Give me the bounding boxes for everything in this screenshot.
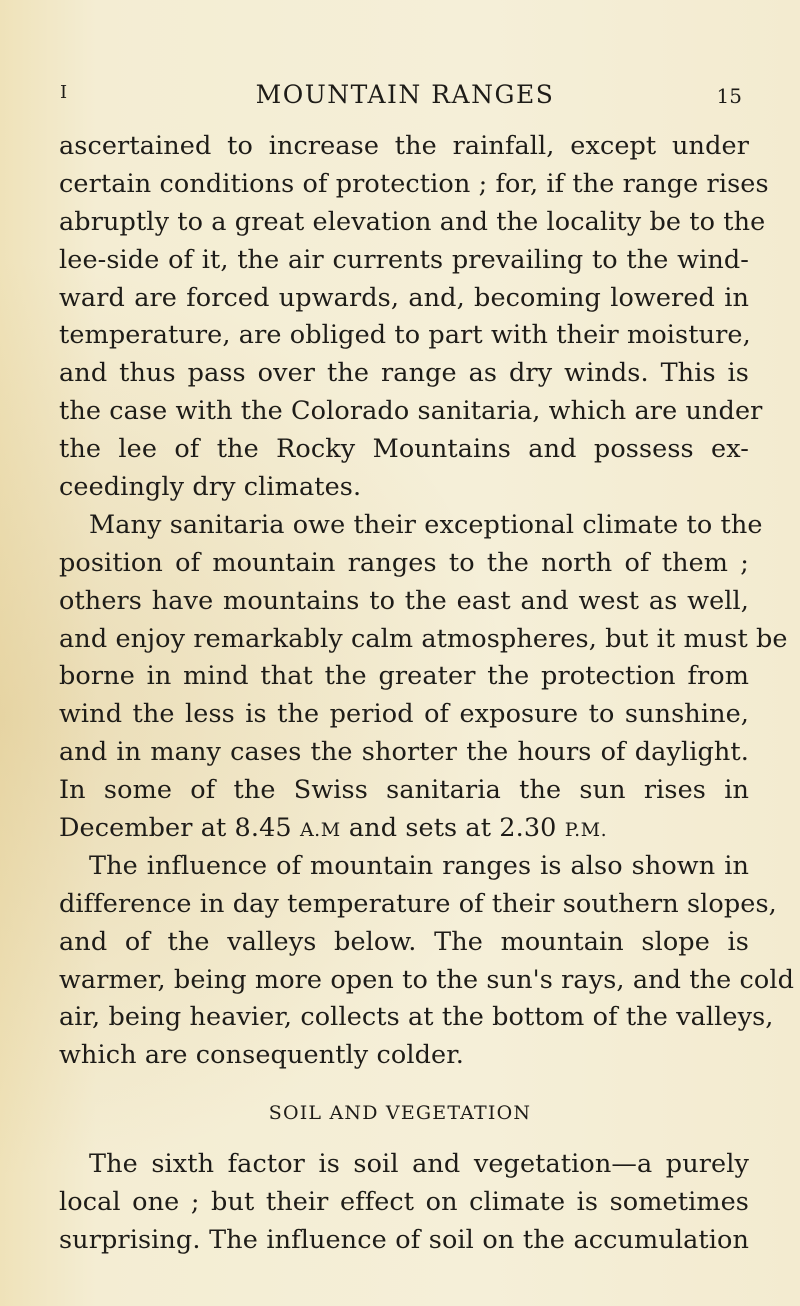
running-head xyxy=(60,80,750,112)
chapter-number: I xyxy=(60,82,68,103)
text-line: The sixth factor is soil and vegetation—a purely xyxy=(89,1149,749,1179)
text-line: others have mountains to the east and west as well, xyxy=(59,585,749,616)
text-line: wind the less is the period of exposure to sunshine, xyxy=(59,699,749,730)
time-pm: P.M. xyxy=(564,819,608,842)
text-line: position of mountain ranges to the north of them ; xyxy=(59,547,749,578)
running-title: MOUNTAIN RANGES xyxy=(255,80,555,109)
text-line xyxy=(59,810,749,848)
text-line: the lee of the Rocky Mountains and possess ex- xyxy=(59,434,749,465)
time-am: A.M xyxy=(299,819,341,842)
section-heading: SOIL AND VEGETATION xyxy=(268,1102,532,1124)
text-line: which are consequently colder. xyxy=(59,1040,464,1071)
text-line: the case with the Colorado sanitaria, which are under xyxy=(59,396,763,427)
text-line: and enjoy remarkably calm atmospheres, but it must be xyxy=(59,623,788,654)
text-line: and thus pass over the range as dry winds. This is xyxy=(59,358,749,389)
text-span: December at 8.45 xyxy=(59,813,300,844)
text-line: certain conditions of protection ; for, if the range rises xyxy=(59,168,769,199)
text-line: abruptly to a great elevation and the locality be to the xyxy=(59,206,766,237)
text-line: surprising. The influence of soil on the accumulation xyxy=(59,1224,749,1255)
text-line: The influence of mountain ranges is also shown in xyxy=(89,850,749,881)
text-line: ascertained to increase the rainfall, except under xyxy=(59,131,749,161)
text-line: ward are forced upwards, and, becoming lowered in xyxy=(59,282,749,313)
page-number: 15 xyxy=(716,84,742,108)
text-line: In some of the Swiss sanitaria the sun rises in xyxy=(59,775,749,806)
text-line: ceedingly dry climates. xyxy=(59,472,362,503)
text-line: warmer, being more open to the sun's rays, and the cold xyxy=(59,964,795,995)
text-line: and of the valleys below. The mountain slope is xyxy=(59,926,749,957)
text-line: air, being heavier, collects at the bottom of the valleys, xyxy=(59,1002,774,1033)
text-line: lee-side of it, the air currents prevailing to the wind- xyxy=(59,244,749,275)
text-line: borne in mind that the greater the protection from xyxy=(59,661,749,692)
text-line: Many sanitaria owe their exceptional climate to the xyxy=(89,509,763,540)
text-line: and in many cases the shorter the hours of daylight. xyxy=(59,737,749,768)
body-text xyxy=(59,128,795,1075)
section-text xyxy=(59,1146,749,1260)
text-line: difference in day temperature of their southern slopes, xyxy=(59,888,777,919)
text-span: and sets at 2.30 xyxy=(340,813,565,844)
text-line: temperature, are obliged to part with their moisture, xyxy=(59,320,751,351)
text-line: local one ; but their effect on climate is sometimes xyxy=(59,1186,749,1217)
